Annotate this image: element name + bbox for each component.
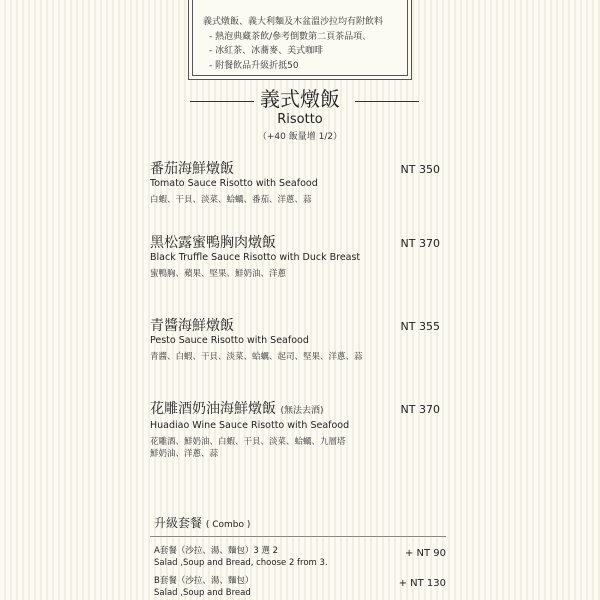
combo-price: + NT 130 [398,578,446,589]
combo-row-b [154,575,446,599]
item-name-english: Huadiao Wine Sauce Risotto with Seafood [150,420,350,431]
item-price: NT 370 [400,237,440,250]
item-name-english: Black Truffle Sauce Risotto with Duck Breast [150,252,361,263]
item-price: NT 350 [400,163,440,176]
ingredient-line: 花雕酒、鮮奶油、白蝦、干貝、淡菜、蛤蠣、九層塔 [150,437,346,447]
drinks-notice-inner [192,0,408,76]
combo-subtitle: ( Combo ) [205,520,251,530]
combo-title [154,515,250,533]
item-ingredients: 白蝦、干貝、淡菜、蛤蠣、番茄、洋蔥、蒜 [150,195,312,205]
risotto-section-header [0,86,600,146]
item-ingredients: 青醬、白蝦、干貝、淡菜、蛤蠣、起司、堅果、洋蔥、蒜 [150,352,363,362]
combo-divider [150,536,446,537]
section-title-chinese: 義式燉飯 [260,87,340,111]
section-note: （+40 飯量增 1/2） [257,132,343,142]
item-name-english: Tomato Sauce Risotto with Seafood [150,178,318,189]
combo-name-chinese: A套餐（沙拉、湯、麵包）3 選 2 [154,546,279,556]
combo-title-text: 升級套餐 [154,516,203,530]
item-name-text: 花雕酒奶油海鮮燉飯 [150,401,276,417]
section-title-english: Risotto [277,112,323,127]
menu-item-huadiao-risotto [150,400,440,460]
menu-item-truffle-duck-risotto [150,234,440,280]
item-name-chinese [150,400,440,420]
item-name-note: (無法去酒) [280,406,324,416]
combo-name-english: Salad ,Soup and Bread [154,588,251,598]
combo-name-chinese: B套餐（沙拉、湯、麵包） [154,576,254,586]
notice-line: - 熱泡典藏茶飲/參考倒數第二頁茶品項、 [209,31,372,42]
ingredient-line: 鮮奶油、洋蔥、蒜 [150,449,219,459]
item-name-chinese: 青醬海鮮燉飯 [150,318,234,334]
item-price: NT 355 [400,320,440,333]
combo-name-english: Salad ,Soup and Bread, choose 2 from 3. [154,558,328,568]
notice-line: - 附餐飲品升級折抵50 [209,60,299,71]
combo-row-a [154,545,446,569]
item-name-chinese: 番茄海鮮燉飯 [150,161,234,177]
menu-item-pesto-risotto [150,317,440,363]
item-ingredients: 蜜鴨胸、蘋果、堅果、鮮奶油、洋蔥 [150,269,287,279]
title-rule-right [355,101,419,102]
combo-price: + NT 90 [404,548,446,559]
item-name-english: Pesto Sauce Risotto with Seafood [150,335,309,346]
notice-line: - 冰紅茶、冰蕎麥、美式咖啡 [209,46,324,56]
drinks-notice-box [188,0,412,80]
item-name-chinese: 黑松露蜜鴨胸肉燉飯 [150,235,276,251]
item-price: NT 370 [400,403,440,416]
notice-line: 義式燉飯、義大利麵及木盆溫沙拉均有附飲料 [203,17,384,27]
item-ingredients [150,436,440,460]
menu-item-tomato-risotto [150,160,440,206]
